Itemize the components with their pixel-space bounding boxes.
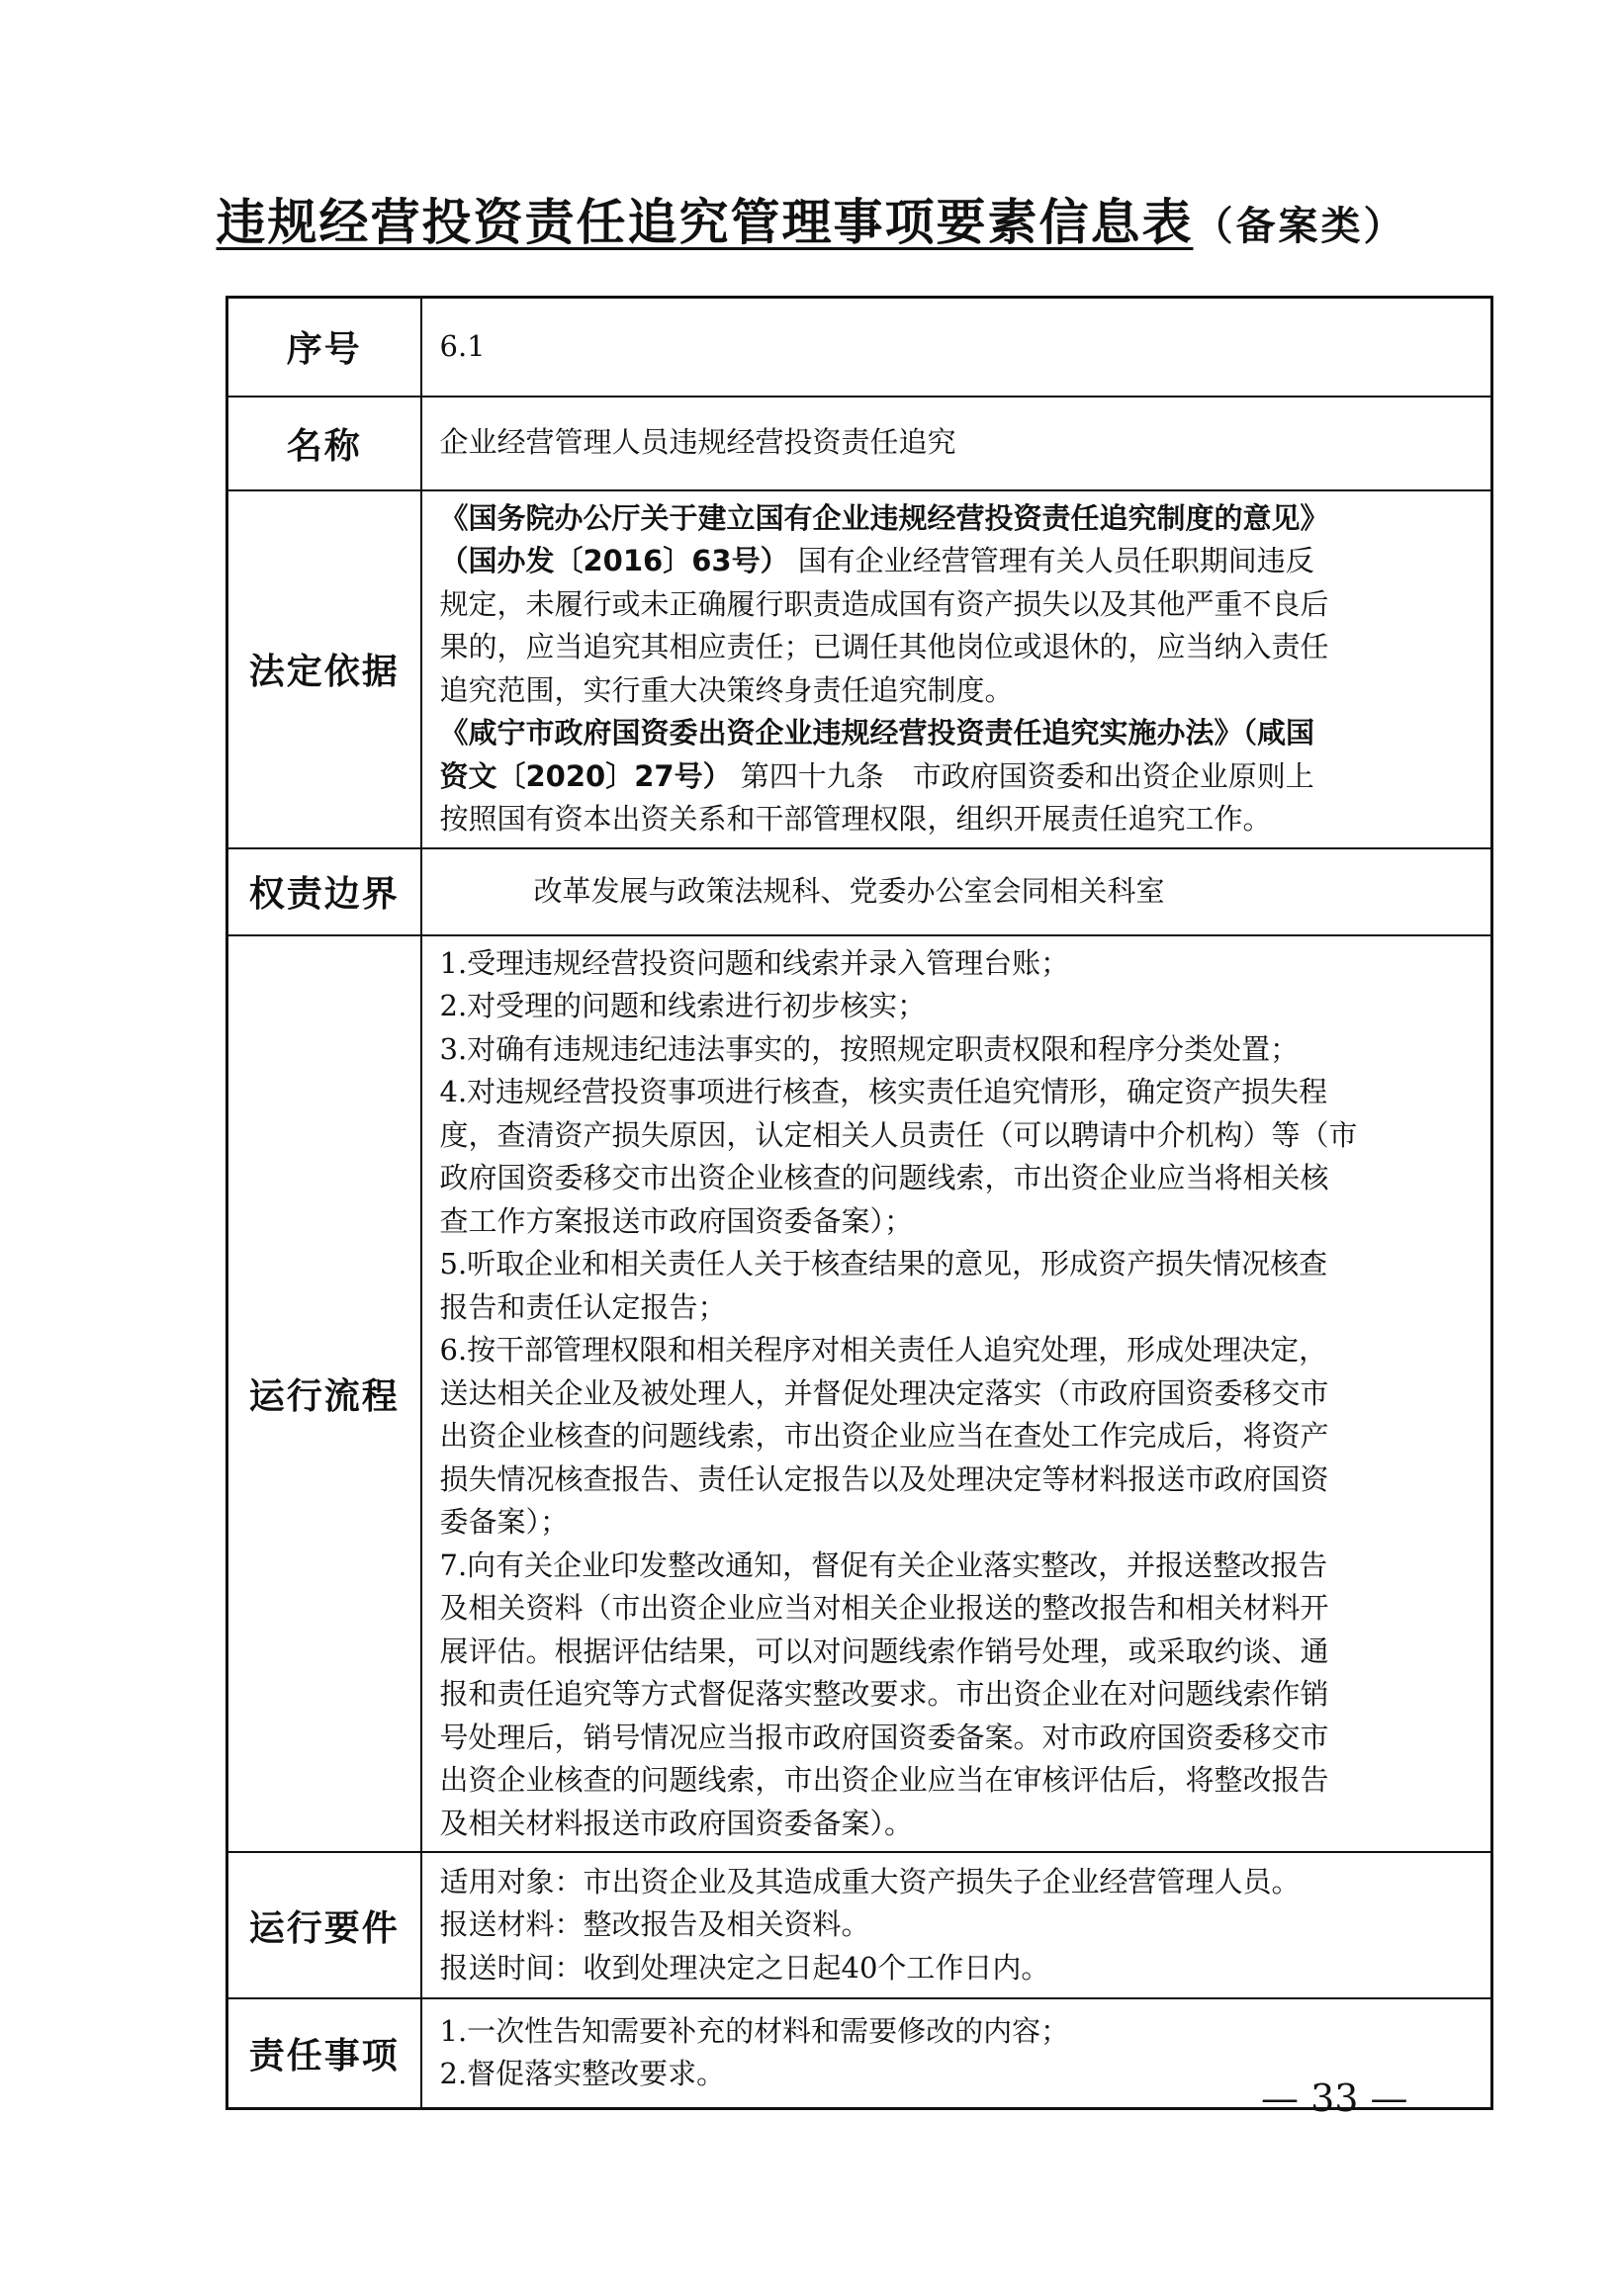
basis-line: 《国务院办公厅关于建立国有企业违规经营投资责任追究制度的意见》 (439, 500, 1329, 535)
process-line: 政府国资委移交市出资企业核查的问题线索，市出资企业应当将相关核 (439, 1161, 1329, 1194)
basis-line: 规定，未履行或未正确履行职责造成国有资产损失以及其他严重不良后 (439, 586, 1329, 621)
basis-line: 《咸宁市政府国资委出资企业违规经营投资责任追究实施办法》（咸国 (439, 716, 1315, 750)
process-line: 委备案）； (439, 1505, 570, 1539)
process-line: 度，查清资产损失原因，认定相关人员责任（可以聘请中介机构）等（市 (439, 1117, 1358, 1152)
process-line: 出资企业核查的问题线索，市出资企业应当在查处工作完成后，将资产 (439, 1419, 1329, 1453)
basis-line: 资文〔2020〕27号） 第四十九条 市政府国资委和出资企业原则上 (439, 758, 1314, 793)
process-line: 损失情况核查报告、责任认定报告以及处理决定等材料报送市政府国资 (439, 1461, 1329, 1496)
serial-number: 6.1 (421, 298, 1492, 397)
page-number: — 33 — (1261, 2076, 1408, 2120)
page-title-suffix: （备案类） (1193, 204, 1406, 249)
process-line: 及相关资料（市出资企业应当对相关企业报送的整改报告和相关材料开 (439, 1591, 1329, 1625)
process-line: 送达相关企业及被处理人，并督促处理决定落实（市政府国资委移交市 (439, 1375, 1329, 1410)
process-line: 7.向有关企业印发整改通知，督促有关企业落实整改，并报送整改报告 (439, 1547, 1328, 1582)
basis-line: 追究范围，实行重大决策终身责任追究制度。 (439, 672, 1014, 707)
row-label: 运行流程 (227, 935, 421, 1853)
row-process (227, 935, 1492, 1853)
page-title (0, 188, 1622, 261)
process-line: 1.受理违规经营投资问题和线索并录入管理台账； (439, 945, 1070, 980)
process-line: 报和责任追究等方式督促落实整改要求。市出资企业在对问题线索作销 (439, 1677, 1329, 1711)
process-line: 号处理后，销号情况应当报市政府国资委备案。对市政府国资委移交市 (439, 1720, 1329, 1754)
row-requirements (227, 1852, 1492, 1998)
row-serial (227, 298, 1492, 397)
requirement-line: 报送材料：整改报告及相关资料。 (439, 1907, 870, 1942)
page-title-main: 违规经营投资责任追究管理事项要素信息表 (216, 194, 1194, 251)
process-line: 4.对违规经营投资事项进行核查，核实责任追究情形，确定资产损失程 (439, 1075, 1328, 1108)
legal-basis (421, 490, 1492, 848)
info-table (225, 296, 1493, 2110)
basis-line: 果的，应当追究其相应责任；已调任其他岗位或退休的，应当纳入责任 (439, 630, 1329, 663)
item-name: 企业经营管理人员违规经营投资责任追究 (421, 397, 1492, 490)
row-label: 责任事项 (227, 1998, 421, 2108)
duty-line: 2.督促落实整改要求。 (439, 2057, 726, 2091)
process-line: 2.对受理的问题和线索进行初步核实； (439, 989, 927, 1022)
row-legal-basis (227, 490, 1492, 848)
operation-requirements (421, 1852, 1492, 1998)
row-label: 权责边界 (227, 848, 421, 935)
row-label: 序号 (227, 298, 421, 397)
row-label: 法定依据 (227, 490, 421, 848)
process-line: 3.对确有违规违纪违法事实的，按照规定职责权限和程序分类处置； (439, 1031, 1300, 1066)
process-line: 出资企业核查的问题线索，市出资企业应当在审核评估后，将整改报告 (439, 1763, 1329, 1797)
process-line: 5.听取企业和相关责任人关于核查结果的意见，形成资产损失情况核查 (439, 1247, 1328, 1280)
requirement-line: 报送时间：收到处理决定之日起40个工作日内。 (439, 1950, 1050, 1985)
process-line: 报告和责任认定报告； (439, 1289, 727, 1324)
process-line: 6.按干部管理权限和相关程序对相关责任人追究处理，形成处理决定， (439, 1333, 1328, 1367)
process-line: 及相关材料报送市政府国资委备案）。 (439, 1806, 914, 1840)
duty-line: 1.一次性告知需要补充的材料和需要修改的内容； (439, 2013, 1070, 2048)
row-boundary (227, 848, 1492, 935)
basis-line: （国办发〔2016〕63号） 国有企业经营管理有关人员任职期间违反 (439, 544, 1314, 577)
responsibility-boundary: 改革发展与政策法规科、党委办公室会同相关科室 (421, 848, 1492, 935)
row-name (227, 397, 1492, 490)
basis-line: 按照国有资本出资关系和干部管理权限，组织开展责任追究工作。 (439, 802, 1272, 836)
requirement-line: 适用对象：市出资企业及其造成重大资产损失子企业经营管理人员。 (439, 1864, 1301, 1899)
row-label: 名称 (227, 397, 421, 490)
process-line: 查工作方案报送市政府国资委备案）； (439, 1203, 914, 1238)
row-label: 运行要件 (227, 1852, 421, 1998)
operation-process (421, 935, 1492, 1853)
process-line: 展评估。根据评估结果，可以对问题线索作销号处理，或采取约谈、通 (439, 1634, 1329, 1668)
